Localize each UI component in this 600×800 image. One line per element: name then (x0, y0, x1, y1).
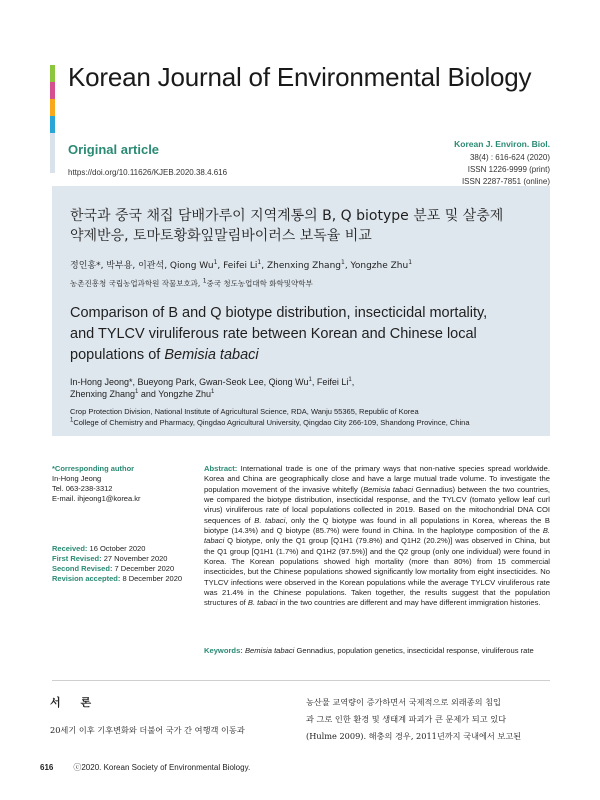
issn-print: ISSN 1226-9999 (print) (467, 165, 550, 174)
species-name: Bemisia tabaci (244, 646, 295, 655)
color-bar-green (50, 65, 55, 82)
keywords (204, 646, 550, 657)
english-title (70, 303, 532, 366)
species-name: B. tabaci (247, 598, 278, 608)
affil-sup: 1 (348, 377, 352, 383)
section-heading: 서 론 (50, 696, 100, 709)
affil-text: College of Chemistry and Pharmacy, Qingdao Agricultural University, Qingdao City 266-109, Shandong Province, China (73, 418, 470, 427)
affil-sup: 1 (210, 389, 215, 395)
author-text: , (351, 377, 355, 387)
affil-line: Crop Protection Division, National Institute of Agricultural Science, RDA, Wanju 55365, Republic of Korea (70, 407, 419, 416)
korean-affiliation (70, 278, 532, 289)
abstract-text: Q biotype, only the Q1 group [Q1H1 (79.8%) and Q1H2 (20.2%)] was observed in China, but the Q1 group [Q1H1 (1.7%) and Q1H2 (97.5%)] and the Q2 group (only one individual) were found in Korea. The Korean populations showed high mortality (more than 80%) from 15 commercial insecticides, but the Chinese populations showed significantly low mortality from eight insecticides. No TYLCV infections were observed in the Korean populations while the average TYLCV viruliferous rate was 21.4% in the Chinese populations. Taken together, the results suggest that the population structures of (204, 536, 550, 608)
color-bar-blue (50, 116, 55, 133)
affil-text: 중국 청도농업대학 화학및약학부 (206, 279, 313, 288)
abstract (204, 464, 550, 609)
author-text: and Yongzhe Zhu (138, 389, 211, 399)
author-text: 정인홍*, 박부용, 이관석, Qiong Wu (70, 261, 214, 271)
affil-sup: 1 (308, 377, 312, 383)
abstract-text: International trade is one of the primary ways that non-native species spread worldwide. Korea and China are geographically close and have a large mutual trade volume. To investigate the population movement of the invasive whitefly ( (204, 464, 550, 494)
english-title-line: and TYLCV viruliferous rate between Korean and Chinese local (70, 326, 477, 342)
affil-sup: 1 (70, 417, 74, 424)
english-title-line (70, 345, 532, 366)
journal-abbrev: Korean J. Environ. Biol. (454, 139, 550, 149)
page-number: 616 (40, 763, 54, 772)
keywords-label: Keywords: (204, 646, 243, 655)
date-label: Received: (52, 544, 88, 553)
received-date (52, 544, 192, 554)
korean-authors (70, 258, 532, 271)
affil-sup: 1 (202, 277, 207, 285)
date-label: Revision accepted: (52, 574, 121, 583)
english-affiliation (70, 406, 532, 428)
color-bar-pink (50, 82, 55, 99)
date-label: First Revised: (52, 554, 102, 563)
date-value: 7 December 2020 (112, 564, 175, 573)
species-name: B. tabaci (204, 526, 550, 546)
author-text: , Yongzhe Zhu (344, 261, 409, 271)
corresponding-email[interactable]: E-mail. ihjeong1@korea.kr (52, 494, 141, 503)
journal-title: Korean Journal of Environmental Biology (68, 62, 532, 92)
korean-title-line: 약제반응, 토마토황화잎말림바이러스 보독율 비교 (70, 228, 372, 244)
abstract-label: Abstract: (204, 464, 238, 473)
affil-sup: 1 (257, 259, 262, 266)
corresponding-tel: Tel. 063-238-3312 (52, 484, 113, 493)
doi-link[interactable]: https://doi.org/10.11626/KJEB.2020.38.4.616 (68, 168, 228, 177)
body-line: (Hulme 2009). 해충의 경우, 2011년까지 국내에서 보고된 (306, 731, 522, 741)
affil-sup: 1 (213, 259, 218, 266)
body-column-left (50, 722, 290, 738)
corresponding-name: In-Hong Jeong (52, 474, 102, 483)
english-authors (70, 376, 532, 400)
color-bar-grey (50, 133, 55, 173)
affil-line (70, 417, 532, 428)
article-dates (52, 544, 192, 584)
copyright: ⓒ2020. Korean Society of Environmental Biology. (73, 763, 251, 772)
article-sidebar (52, 464, 192, 584)
body-line: 과 그로 인한 환경 및 생태계 파괴가 큰 문제가 되고 있다 (306, 714, 507, 724)
journal-meta (454, 138, 550, 188)
color-bar-orange (50, 99, 55, 116)
abstract-text: , only the Q biotype was found in all populations in Korea, whereas the B biotype (14.3%) and Q biotype (85.7%) were found in China. In the haplotype composition of the (204, 515, 550, 536)
volume-pages: 38(4) : 616-624 (2020) (469, 153, 550, 162)
article-type: Original article (68, 142, 160, 157)
abstract-text: in the two countries are different and may have different immigration histories. (277, 598, 541, 608)
accepted-date (52, 574, 192, 584)
affil-sup: 1 (341, 259, 345, 266)
corresponding-heading: *Corresponding author (52, 464, 135, 473)
korean-title-line: 한국과 중국 채집 담배가루이 지역계통의 B, Q biotype 분포 및 살충제 (70, 208, 504, 224)
species-name: B. tabaci (254, 515, 286, 525)
section-divider (52, 680, 550, 681)
date-label: Second Revised: (52, 564, 113, 573)
title-box (52, 186, 550, 436)
author-text: , Feifei Li (217, 261, 258, 271)
author-text: In-Hong Jeong*, Bueyong Park, Gwan-Seok Lee, Qiong Wu (70, 377, 309, 387)
author-text: Zhenxing Zhang (70, 389, 136, 399)
korean-title (70, 206, 532, 246)
author-text: , Feifei Li (311, 377, 349, 387)
author-text: , Zhenxing Zhang (261, 261, 341, 271)
first-revised-date (52, 554, 192, 564)
title-text: populations of (70, 347, 165, 363)
english-title-line: Comparison of B and Q biotype distribution, insecticidal mortality, (70, 305, 488, 321)
body-line: 20세기 이후 기후변화와 더불어 국가 간 여행객 이동과 (50, 725, 245, 735)
issn-online: ISSN 2287-7851 (online) (461, 177, 550, 186)
keywords-text: Gennadius, population genetics, insecticidal response, viruliferous rate (294, 646, 534, 655)
date-value: 27 November 2020 (101, 554, 168, 563)
page-footer (40, 762, 250, 773)
species-name: Bemisia tabaci (363, 484, 414, 494)
affil-text: 농촌진흥청 국립농업과학원 작물보호과, (70, 279, 203, 288)
body-line: 농산물 교역량이 증가하면서 국제적으로 외래종의 침입 (306, 697, 501, 707)
journal-color-bar (50, 65, 55, 173)
abstract-text: Gennadius) between the two countries, we compared the biotype distribution, insecticidal response, and the TYLCV (tomato yellow leaf curl virus) viruliferous rate of local populations collected in 2019. Based on the mitochondrial DNA COI sequences of (204, 484, 550, 525)
second-revised-date (52, 564, 192, 574)
affil-sup: 1 (135, 389, 139, 395)
date-value: 8 December 2020 (120, 574, 183, 583)
species-name: Bemisia tabaci (164, 347, 259, 363)
affil-sup: 1 (408, 259, 413, 266)
date-value: 16 October 2020 (87, 544, 146, 553)
body-column-right (306, 694, 550, 745)
